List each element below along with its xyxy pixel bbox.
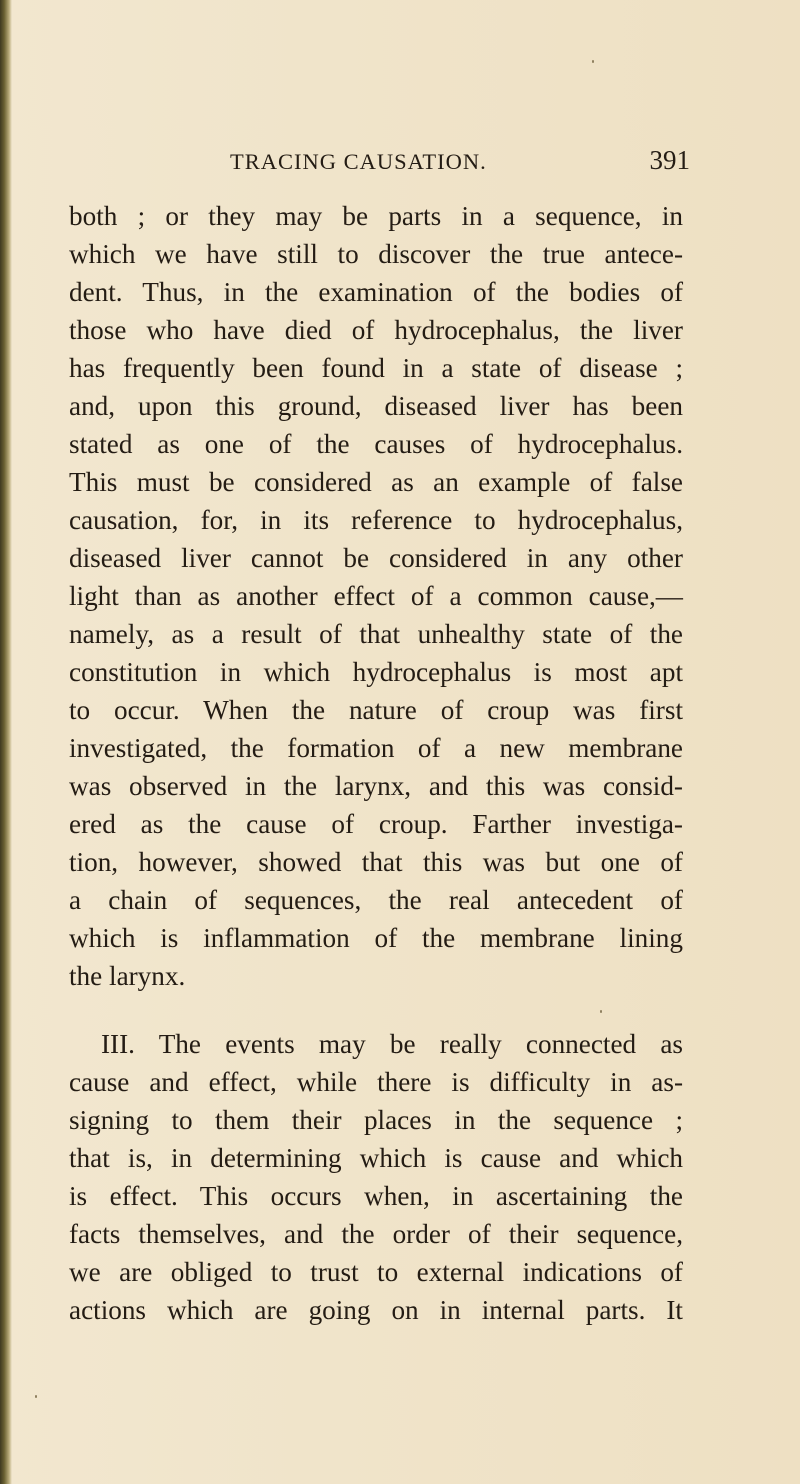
text-line: diseased liver cannot be considered in any other xyxy=(69,543,683,573)
text-line: cause and effect, while there is difficulty in as- xyxy=(69,1067,683,1097)
text-line: signing to them their places in the sequence ; xyxy=(69,1105,683,1135)
text-line: which we have still to discover the true antece- xyxy=(69,239,683,269)
text-line: that is, in determining which is cause and which xyxy=(69,1143,683,1173)
text-line: III. The events may be really connected as xyxy=(101,1029,683,1059)
text-line: which is inflammation of the membrane lining xyxy=(69,923,683,953)
text-line: we are obliged to trust to external indications of xyxy=(69,1257,683,1287)
text-line: stated as one of the causes of hydrocephalus. xyxy=(69,429,683,459)
text-line: causation, for, in its reference to hydrocephalus, xyxy=(69,505,683,535)
text-line: dent. Thus, in the examination of the bodies of xyxy=(69,277,683,307)
text-line: constitution in which hydrocephalus is most apt xyxy=(69,657,683,687)
paper-speck xyxy=(35,1395,37,1398)
text-line: tion, however, showed that this was but one of xyxy=(69,847,683,877)
text-line: both ; or they may be parts in a sequence, in xyxy=(69,201,683,231)
text-line: namely, as a result of that unhealthy state of the xyxy=(69,619,683,649)
text-line: was observed in the larynx, and this was consid- xyxy=(69,771,683,801)
text-line: has frequently been found in a state of disease ; xyxy=(69,353,683,383)
paper-speck xyxy=(592,60,594,63)
text-line: the larynx. xyxy=(69,961,186,991)
text-line: and, upon this ground, diseased liver has been xyxy=(69,391,683,421)
text-line: those who have died of hydrocephalus, the liver xyxy=(69,315,683,345)
text-line: actions which are going on in internal parts. It xyxy=(69,1295,683,1325)
text-line: a chain of sequences, the real antecedent of xyxy=(69,885,683,915)
running-title: TRACING CAUSATION. xyxy=(230,149,487,174)
text-line: facts themselves, and the order of their sequence, xyxy=(69,1219,683,1249)
text-line: investigated, the formation of a new membrane xyxy=(69,733,683,763)
text-line: to occur. When the nature of croup was first xyxy=(69,695,683,725)
paper-speck xyxy=(600,1010,602,1013)
page-number: 391 xyxy=(649,145,690,175)
text-line: This must be considered as an example of false xyxy=(69,467,683,497)
text-line: ered as the cause of croup. Farther investiga- xyxy=(69,809,683,839)
text-line: light than as another effect of a common cause,— xyxy=(69,581,683,611)
text-line: is effect. This occurs when, in ascertaining the xyxy=(69,1181,683,1211)
